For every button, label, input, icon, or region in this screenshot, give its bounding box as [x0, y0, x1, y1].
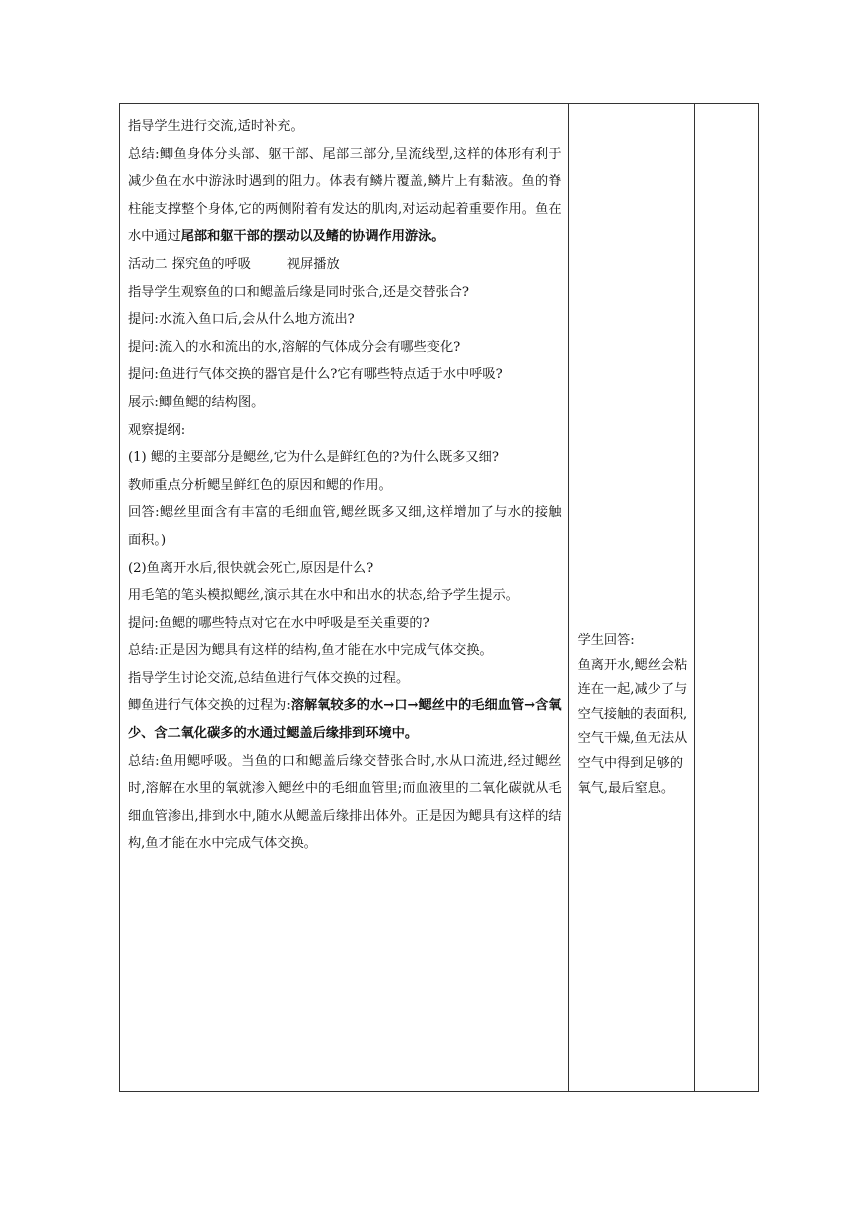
paragraph-answer-filament: 回答:鳃丝里面含有丰富的毛细血管,鳃丝既多又细,这样增加了与水的接触面积。) [128, 505, 562, 548]
student-answer-text: 鱼离开水,鳃丝会粘连在一起,减少了与空气接触的表面积,空气干燥,鱼无法从空气中得到足够的氧气,最后窒息。 [577, 657, 688, 796]
student-answer-block [578, 629, 690, 801]
student-activity-cell [569, 104, 696, 1091]
student-answer-label: 学生回答: [577, 633, 635, 648]
paragraph-guide-exchange: 指导学生进行交流,适时补充。 [128, 119, 304, 134]
paragraph-exchange-process [128, 692, 562, 747]
notes-cell [695, 104, 758, 1091]
exchange-process-bold: 溶解氧较多的水→口→鳃丝中的毛细血管→含氧少、含二氧化碳多的水通过鳃盖后缘排到环境中。 [128, 698, 562, 742]
summary-body-bold: 尾部和躯干部的摆动以及鳍的协调作用游泳。 [180, 229, 445, 245]
teacher-activity-cell [120, 104, 569, 1091]
paragraph-summary-body [128, 141, 562, 251]
paragraph-show-diagram: 展示:鲫鱼鳃的结构图。 [128, 394, 265, 410]
paragraph-outline-item-2: (2)鱼离开水后,很快就会死亡,原因是什么? [128, 560, 374, 576]
paragraph-question-gill: 提问:鱼鳃的哪些特点对它在水中呼吸是至关重要的? [128, 615, 430, 631]
paragraph-question-gas: 提问:流入的水和流出的水,溶解的气体成分会有哪些变化? [128, 339, 461, 355]
paragraph-activity-two [128, 251, 562, 279]
paragraph-observe-mouth: 指导学生观察鱼的口和鳃盖后缘是同时张合,还是交替张合? [128, 284, 469, 300]
paragraph-brush-demo: 用毛笔的笔头模拟鳃丝,演示其在水中和出水的状态,给予学生提示。 [128, 588, 519, 604]
summary-body-text: 总结:鲫鱼身体分头部、躯干部、尾部三部分,呈流线型,这样的体形有利于减少鱼在水中游泳时遇到的阻力。体表有鳞片覆盖,鳞片上有黏液。鱼的脊柱能支撑整个身体,它的两侧附着有发达的肌肉,对运动起着重要作用。鱼在水中通过 [128, 146, 562, 245]
paragraph-teacher-analysis: 教师重点分析鳃呈鲜红色的原因和鳃的作用。 [128, 477, 392, 493]
lesson-table [119, 103, 759, 1092]
paragraph-summary-gill: 总结:正是因为鳃具有这样的结构,鱼才能在水中完成气体交换。 [128, 643, 493, 659]
paragraph-outline-item-1: (1) 鳃的主要部分是鳃丝,它为什么是鲜红色的?为什么既多又细? [128, 450, 499, 466]
paragraph-question-flow: 提问:水流入鱼口后,会从什么地方流出? [128, 312, 355, 328]
paragraph-guide-discussion: 指导学生讨论交流,总结鱼进行气体交换的过程。 [128, 670, 410, 686]
exchange-process-text: 鲫鱼进行气体交换的过程为: [128, 698, 291, 714]
paragraph-outline-title: 观察提纲: [128, 422, 186, 438]
activity-two-title: 活动二 探究鱼的呼吸 [128, 256, 251, 272]
activity-two-media: 视屏播放 [286, 256, 340, 272]
paragraph-question-organ: 提问:鱼进行气体交换的器官是什么?它有哪些特点适于水中呼吸? [128, 367, 503, 383]
paragraph-summary-breathing: 总结:鱼用鳃呼吸。当鱼的口和鳃盖后缘交替张合时,水从口流进,经过鳃丝时,溶解在水里的氧就渗入鳃丝中的毛细血管里;而血液里的二氧化碳就从毛细血管渗出,排到水中,随水从鳃盖后缘排出体外。正是因为鳃具有这样的结构,鱼才能在水中完成气体交换。 [128, 753, 562, 852]
